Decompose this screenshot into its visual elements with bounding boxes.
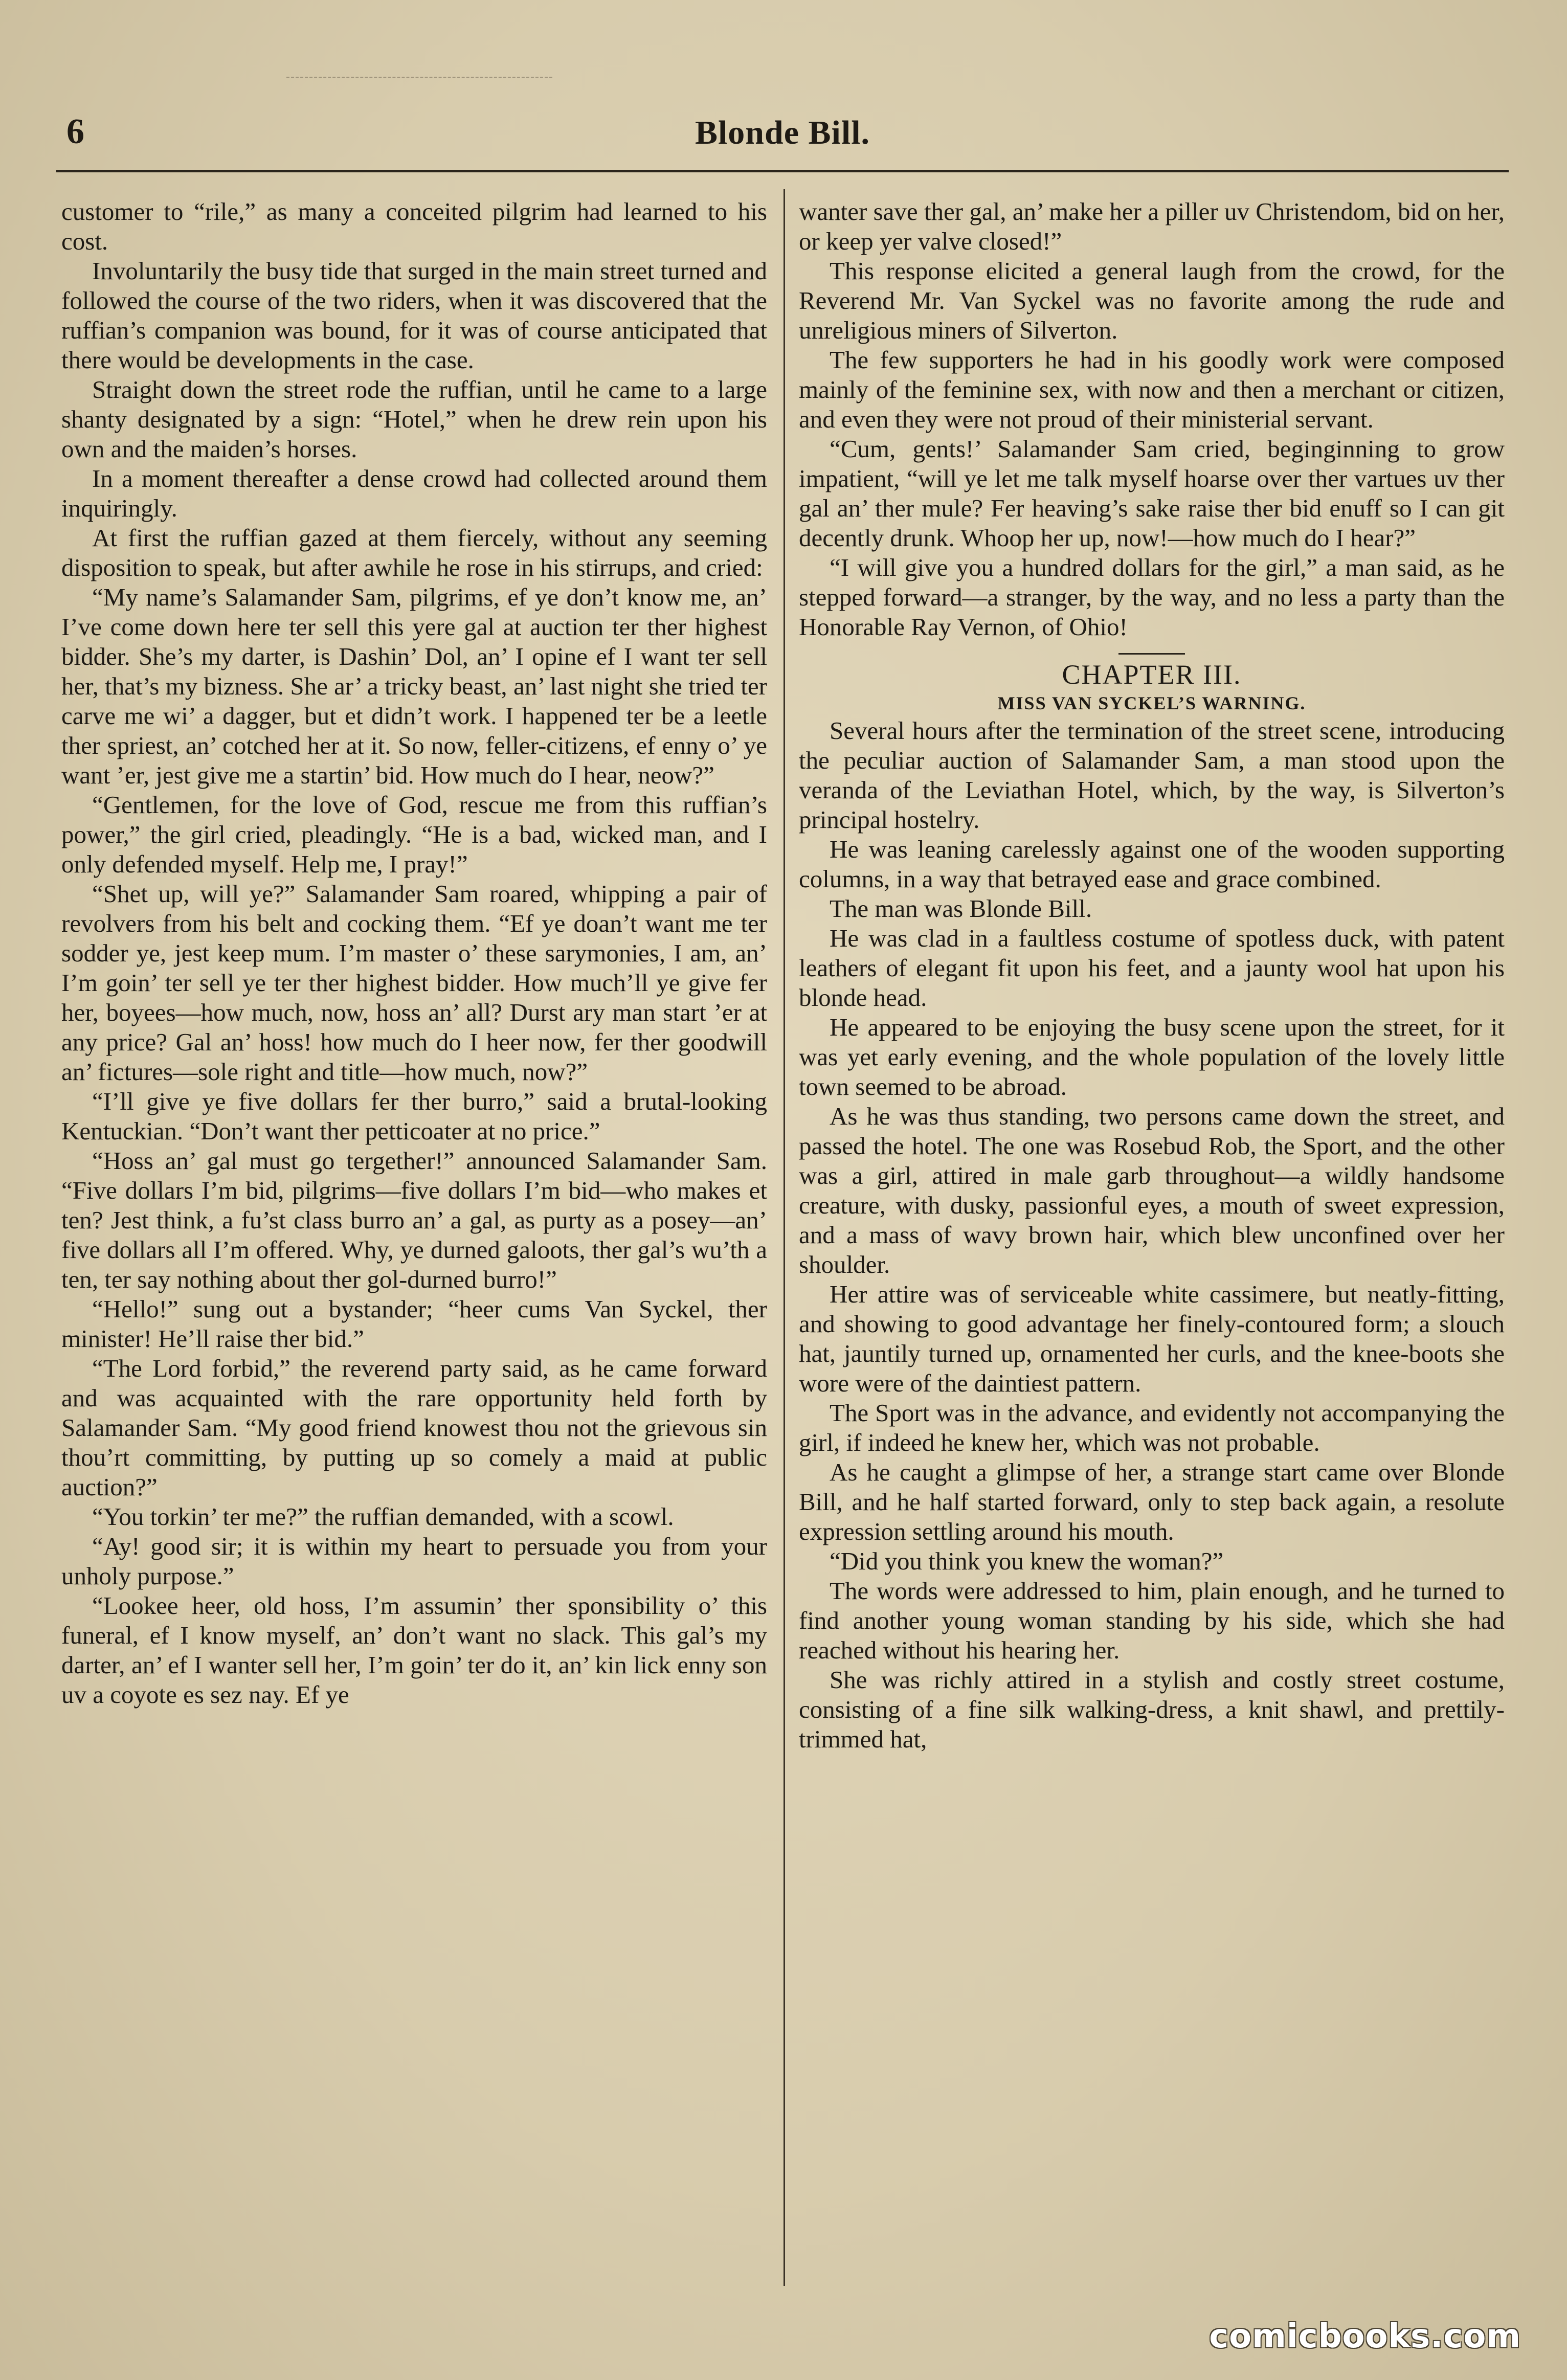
paragraph: Involuntarily the busy tide that surged in the main street turned and followed the course of the two riders, when it was discovered that the ruffian’s companion was bound, for it was of course anticipated that there would be developments in the case. [61,257,767,374]
paragraph: “The Lord forbid,” the reverend party said, as he came forward and was acquainted with the rare opportunity held forth by Salamander Sam. “My good friend knowest thou not the grievous sin thou’rt committing, by putting up so comely a maid at public auction?” [61,1354,767,1501]
paragraph: “Hello!” sung out a bystander; “heer cums Van Syckel, ther minister! He’ll raise ther bid.” [61,1295,767,1353]
paragraph: “Ay! good sir; it is within my heart to persuade you from your unholy purpose.” [61,1532,767,1590]
header-rule [56,170,1509,172]
paragraph: Straight down the street rode the ruffian, until he came to a large shanty designated by a sign: “Hotel,” when he drew rein upon his own and the maiden’s horses. [61,375,767,463]
paragraph: “Cum, gents!’ Salamander Sam cried, beginginning to grow impatient, “will ye let me talk myself hoarse over ther vartues uv ther gal an’ ther mule? Fer heaving’s sake raise ther bid enuff so I can git decently drunk. Whoop her up, now!—how much do I hear?” [799,435,1505,552]
paragraph: The Sport was in the advance, and evidently not accompanying the girl, if indeed he knew her, which was not probable. [799,1399,1505,1456]
paragraph: The man was Blonde Bill. [830,894,1092,923]
column-divider [784,189,785,2286]
running-title: Blonde Bill. [695,114,870,151]
paragraph: “Shet up, will ye?” Salamander Sam roared, whipping a pair of revolvers from his belt and cocking them. “Ef ye doan’t want me ter sodder ye, jest keep mum. I’m master o’ these sarymonies, I am, an’ I’m goin’ ter sell ye ter ther highest bidder. How much’ll ye give fer her, boyees—how much, now, hoss an’ all? Durst ary man start ’er at any price? Gal an’ hoss! how much do I heer now, fer ther goodwill an’ fictures—sole right and title—how much, now?” [61,880,767,1086]
running-header [56,102,1509,159]
paragraph: In a moment thereafter a dense crowd had collected around them inquiringly. [61,464,767,522]
paragraph: As he was thus standing, two persons came down the street, and passed the hotel. The one was Rosebud Rob, the Sport, and the other was a girl, attired in male garb throughout—a wildly handsome creature, with dusky, passionful eyes, a mouth of sweet expression, and a mass of wavy brown hair, which blew unconfined over her shoulder. [799,1102,1505,1278]
left-column [61,197,767,2329]
paragraph: customer to “rile,” as many a conceited pilgrim had learned to his cost. [61,197,767,255]
paragraph: He was leaning carelessly against one of the wooden supporting columns, in a way that betrayed ease and grace combined. [799,835,1505,893]
paragraph: “Gentlemen, for the love of God, rescue me from this ruffian’s power,” the girl cried, pleadingly. “He is a bad, wicked man, and I only defended myself. Help me, I pray!” [61,791,767,878]
paragraph: Her attire was of serviceable white cassimere, but neatly-fitting, and showing to good advantage her finely-contoured form; a slouch hat, jauntily turned up, ornamented her curls, and the knee-boots she wore were of the daintiest pattern. [799,1280,1505,1397]
watermark: comicbooks.com [1209,2318,1521,2355]
right-column [799,197,1505,2304]
chapter-subtitle: MISS VAN SYCKEL’S WARNING. [997,693,1306,713]
paragraph: “Lookee heer, old hoss, I’m assumin’ ther sponsibility o’ this funeral, ef I know myself, an’ don’t want no slack. This gal’s my darter, an’ ef I wanter sell her, I’m goin’ ter do it, an’ kin lick enny son uv a coyote es sez nay. Ef ye [61,1591,767,1709]
paragraph: Several hours after the termination of the street scene, introducing the peculiar auction of Salamander Sam, a man stood upon the veranda of the Leviathan Hotel, which, by the way, is Silverton’s principal hostelry. [799,716,1505,834]
printing-smudge [286,77,552,83]
paragraph: “I will give you a hundred dollars for the girl,” a man said, as he stepped forward—a stranger, by the way, and no less a party than the Honorable Ray Vernon, of Ohio! [799,553,1505,641]
paragraph: “Hoss an’ gal must go tergether!” announced Salamander Sam. “Five dollars I’m bid, pilgrims—five dollars I’m bid—who makes et ten? Jest think, a fu’st class burro an’ a gal, as purty as a posey—an’ five dollars all I’m offered. Why, ye durned galoots, ther gal’s wu’th a ten, ter say nothing about ther gol-durned burro!” [61,1147,767,1293]
paragraph: The few supporters he had in his goodly work were composed mainly of the feminine sex, with now and then a merchant or citizen, and even they were not proud of their ministerial servant. [799,346,1505,433]
paragraph: wanter save ther gal, an’ make her a piller uv Christendom, bid on her, or keep yer valve closed!” [799,197,1505,255]
paragraph: “Did you think you knew the woman?” [830,1547,1224,1575]
paragraph: She was richly attired in a stylish and costly street costume, consisting of a fine silk walking-dress, a knit shawl, and prettily-trimmed hat, [799,1666,1505,1753]
paragraph: “My name’s Salamander Sam, pilgrims, ef ye don’t know me, an’ I’ve come down here ter sell this yere gal at auction ter ther highest bidder. She’s my darter, is Dashin’ Dol, an’ I opine ef I want ter sell her, that’s my bizness. She ar’ a tricky beast, an’ last night she tried ter carve me wi’ a dagger, but et didn’t work. I happened ter be a leetle ther spriest, an’ cotched her at it. So now, feller-citizens, ef enny o’ ye want ’er, jest give me a startin’ bid. How much do I hear, neow?” [61,583,767,789]
page-number: 6 [66,112,84,151]
paragraph: He appeared to be enjoying the busy scene upon the street, for it was yet early evening, and the whole population of the lovely little town seemed to be abroad. [799,1013,1505,1101]
chapter-title: CHAPTER III. [1062,659,1242,690]
paragraph: This response elicited a general laugh from the crowd, for the Reverend Mr. Van Syckel was no favorite among the rude and unreligious miners of Silverton. [799,257,1505,344]
paragraph: The words were addressed to him, plain enough, and he turned to find another young woman standing by his side, which she had reached without his hearing her. [799,1577,1505,1664]
paragraph: He was clad in a faultless costume of spotless duck, with patent leathers of elegant fit upon his feet, and a jaunty wool hat upon his blonde head. [799,924,1505,1012]
paragraph: As he caught a glimpse of her, a strange start came over Blonde Bill, and he half started forward, only to step back again, a resolute expression settling around his mouth. [799,1458,1505,1545]
paragraph: “I’ll give ye five dollars fer ther burro,” said a brutal-looking Kentuckian. “Don’t want ther petticoater at no price.” [61,1087,767,1145]
paragraph: “You torkin’ ter me?” the ruffian demanded, with a scowl. [92,1502,674,1531]
paragraph: At first the ruffian gazed at them fiercely, without any seeming disposition to speak, but after awhile he rose in his stirrups, and cried: [61,524,767,581]
chapter-rule [1118,653,1185,655]
